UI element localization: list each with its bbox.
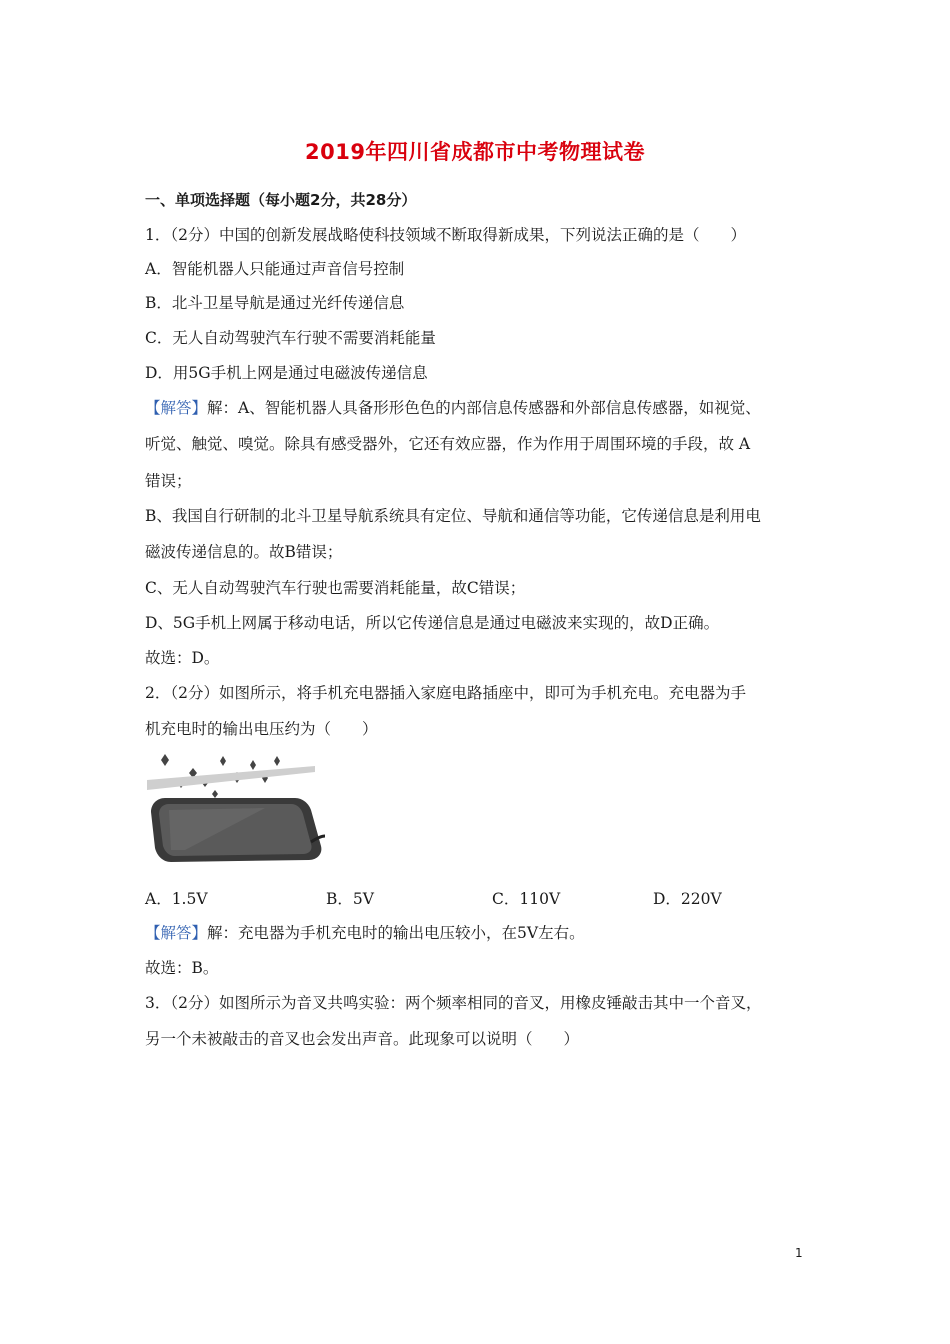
question-2-option-c: C．110V	[492, 890, 561, 908]
answer-text: 解：充电器为手机充电时的输出电压较小，在5V左右。	[207, 924, 585, 942]
question-2-answer-line	[145, 922, 825, 944]
answer-tag: 【解答】	[145, 924, 208, 942]
question-1-answer-line: 错误；	[145, 472, 192, 490]
question-2-stem: 2．（2分）如图所示，将手机充电器插入家庭电路插座中，即可为手机充电。充电器为手	[145, 684, 746, 702]
question-1-answer-line: 听觉、触觉、嗅觉。除具有感受器外，它还有效应器，作为作用于周围环境的手段，故 A	[145, 435, 751, 453]
question-1-conclusion: 故选：D。	[145, 649, 220, 667]
question-1-stem: 1．（2分）中国的创新发展战略使科技领域不断取得新成果，下列说法正确的是（ ）	[145, 226, 746, 244]
question-1-option-d: D．用5G手机上网是通过电磁波传递信息	[145, 364, 428, 382]
section-heading: 一、单项选择题（每小题2分，共28分）	[145, 191, 417, 209]
question-2-option-d: D．220V	[653, 890, 722, 908]
page-number: 1	[795, 1246, 803, 1260]
question-1-answer-line	[145, 397, 825, 419]
question-1-answer-line: D、5G手机上网属于移动电话，所以它传递信息是通过电磁波来实现的，故D正确。	[145, 614, 720, 632]
question-3-stem: 3．（2分）如图所示为音叉共鸣实验：两个频率相同的音叉，用橡皮锤敲击其中一个音叉，	[145, 994, 762, 1012]
question-1-option-a: A．智能机器人只能通过声音信号控制	[145, 260, 405, 278]
question-3-stem: 另一个未被敲击的音叉也会发出声音。此现象可以说明（ ）	[145, 1030, 580, 1048]
page-title: 2019年四川省成都市中考物理试卷	[305, 140, 645, 164]
question-1-answer-line: B、我国自行研制的北斗卫星导航系统具有定位、导航和通信等功能，它传递信息是利用电	[145, 507, 761, 525]
question-1-answer-line: 磁波传递信息的。故B错误；	[145, 543, 343, 561]
question-1-answer-line: C、无人自动驾驶汽车行驶也需要消耗能量，故C错误；	[145, 579, 526, 597]
question-1-option-c: C．无人自动驾驶汽车行驶不需要消耗能量	[145, 329, 436, 347]
phone-charging-figure	[145, 750, 325, 870]
question-2-options	[145, 888, 825, 910]
question-1-option-b: B．北斗卫星导航是通过光纤传递信息	[145, 294, 405, 312]
question-2-option-b: B．5V	[326, 890, 374, 908]
question-2-conclusion: 故选：B。	[145, 959, 219, 977]
question-2-stem: 机充电时的输出电压约为（ ）	[145, 720, 378, 738]
question-2-option-a: A．1.5V	[145, 890, 208, 908]
answer-tag: 【解答】	[145, 399, 208, 417]
answer-text: 解：A、智能机器人具备形形色色的内部信息传感器和外部信息传感器，如视觉、	[207, 399, 761, 417]
